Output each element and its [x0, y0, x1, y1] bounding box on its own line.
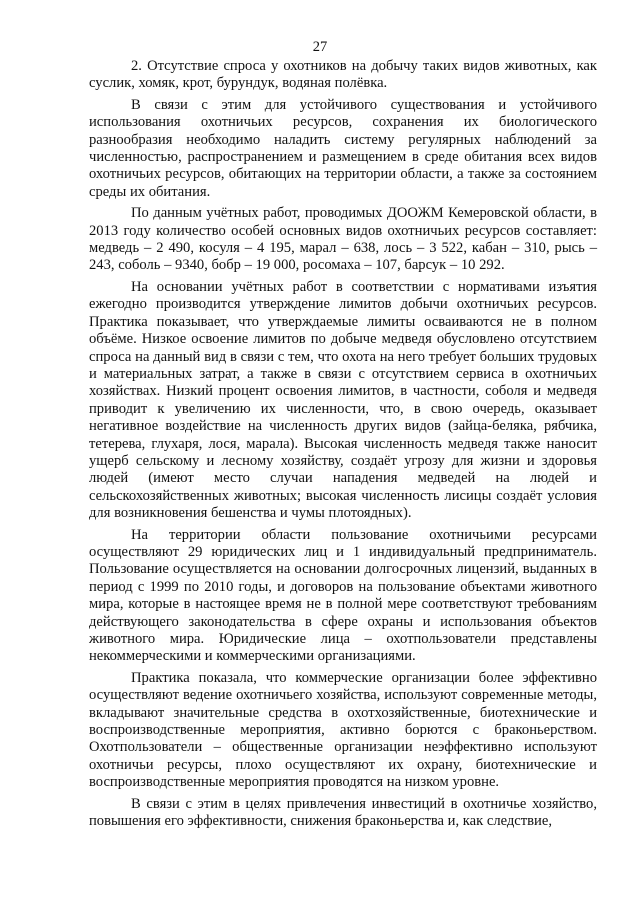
paragraph-investment: В связи с этим в целях привлечения инвестиций в охотничье хозяйство, повышения его эффективности, снижения браконьерства и, как следствие, — [89, 795, 597, 830]
paragraph-absence-of-demand: 2. Отсутствие спроса у охотников на добычу таких видов животных, как суслик, хомяк, крот, бурундук, водяная полёвка. — [89, 58, 597, 92]
paragraph-census-data: По данным учётных работ, проводимых ДООЖМ Кемеровской области, в 2013 году количество особей основных видов охотничьих ресурсов составляет: медведь – 2 490, косуля – 4 195, марал – 638, лось – 3 522, кабан – 310, рысь – 243, соболь – 9340, бобр – 19 000, росомаха – 107, барсук – 10 292. — [89, 205, 597, 274]
document-body — [89, 58, 597, 830]
paragraph-monitoring-system: В связи с этим для устойчивого существования и устойчивого использования охотничьих ресурсов, сохранения их биологического разнообразия необходимо наладить систему регулярных наблюдений за численностью, распространением и размещением в среде обитания всех видов охотничьих ресурсов, обитающих на территории области, а также за состоянием среды их обитания. — [89, 96, 597, 200]
paragraph-commercial-organizations: Практика показала, что коммерческие организации более эффективно осуществляют ведение охотничьего хозяйства, используют современные методы, вкладывают значительные средства в охотхозяйственные, биотехнические и воспроизводственные мероприятия, активно борются с браконьерством. Охотпользователи – общественные организации неэффективно используют охотничьи ресурсы, плохо осуществляют их охрану, биотехнические и воспроизводственные мероприятия проводятся на низком уровне. — [89, 669, 597, 791]
page-number: 27 — [312, 39, 328, 55]
paragraph-harvest-limits: На основании учётных работ в соответствии с нормативами изъятия ежегодно производится утверждение лимитов добычи охотничьих ресурсов. Практика показывает, что утверждаемые лимиты осваиваются не в полном объёме. Низкое освоение лимитов по добыче медведя обусловлено отсутствием спроса на данный вид в связи с тем, что охота на него требует больших трудовых и материальных затрат, а также в связи с отсутствием сервиса в охотничьих хозяйствах. Низкий процент освоения лимитов, в частности, соболя и медведя приводит к увеличению их численности, что, в свою очередь, оказывает негативное воздействие на численность других видов (зайца-беляка, рябчика, тетерева, глухаря, лося, марала). Высокая численность медведя также наносит ущерб сельскому и лесному хозяйству, создаёт угрозу для жизни и здоровья людей (имеют место случаи нападения медведей на людей и сельскохозяйственных животных; высокая численность лисицы создаёт условия для возникновения бешенства и чумы плотоядных). — [89, 278, 597, 522]
paragraph-hunting-users: На территории области пользование охотничьими ресурсами осуществляют 29 юридических лиц и 1 индивидуальный предприниматель. Пользование осуществляется на основании долгосрочных лицензий, выданных в период с 1999 по 2010 годы, и договоров на пользование объектами животного мира, которые в настоящее время не в полной мере соответствуют требованиям действующего законодательства в сфере охраны и использования объектов животного мира. Юридические лица – охотпользователи представлены некоммерческими и коммерческими организациями. — [89, 526, 597, 665]
